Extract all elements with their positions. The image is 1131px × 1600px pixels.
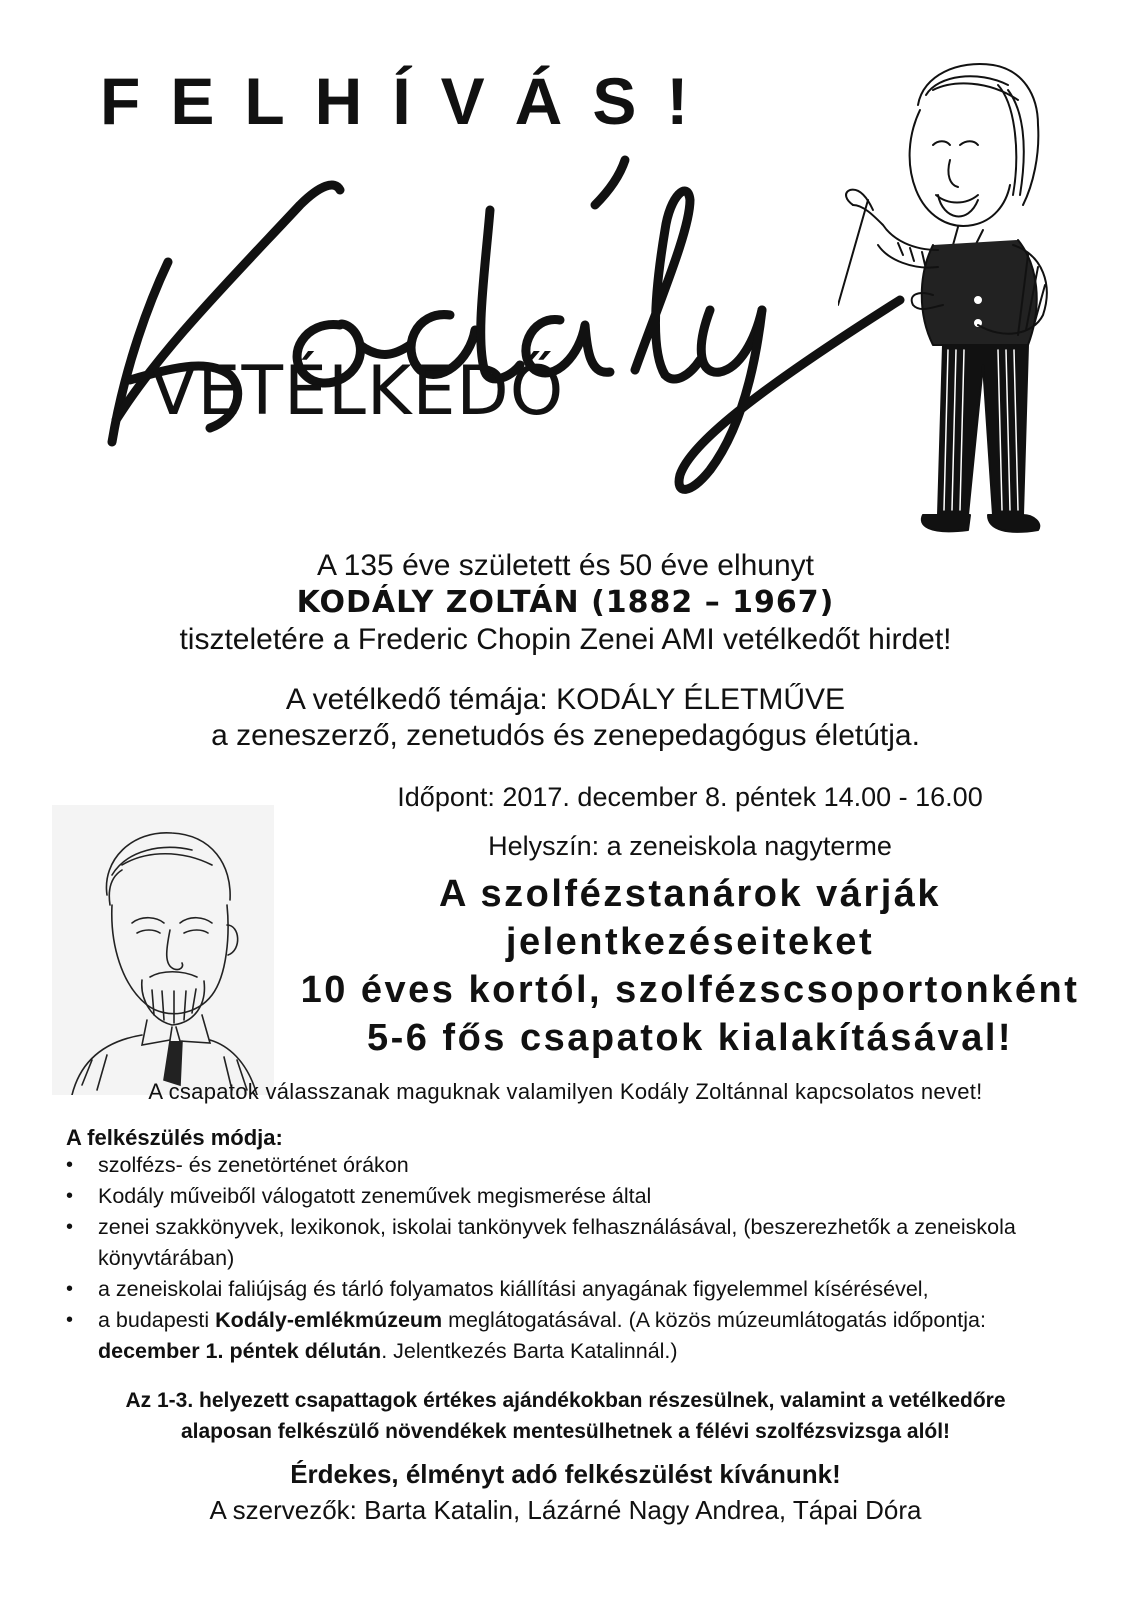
- prizes-note: [40, 1385, 1091, 1447]
- list-item-text: a budapesti: [98, 1308, 216, 1332]
- kodaly-signature-logo: [90, 150, 910, 510]
- museum-name: Kodály-emlékmúzeum: [215, 1308, 443, 1332]
- list-item-text: szolfézs- és zenetörténet órákon: [98, 1153, 409, 1177]
- callout-line-3: 10 éves kortól, szolfézscsoportonként: [300, 969, 1080, 1011]
- list-item-text: meglátogatásával. (A közös múzeumlátogatás időpontja:: [442, 1308, 986, 1332]
- topic-line-1: A vetélkedő témája: KODÁLY ÉLETMŰVE: [285, 683, 846, 716]
- intro-line-2-composer-name: KODÁLY ZOLTÁN (1882 – 1967): [296, 585, 835, 620]
- event-datetime: Időpont: 2017. december 8. péntek 14.00 - 16.00: [397, 782, 983, 812]
- intro-line-1: A 135 éve született és 50 éve elhunyt: [316, 549, 814, 582]
- portrait-sketch-illustration: [52, 805, 274, 1095]
- list-item: [66, 1274, 1076, 1305]
- contest-subtitle: VETÉLKEDŐ: [150, 352, 565, 431]
- page-title: FELHÍVÁS!: [100, 64, 719, 138]
- intro-line-3: tiszteletére a Frederic Chopin Zenei AMI vetélkedőt hirdet!: [179, 623, 952, 656]
- callout-line-1: A szolfézstanárok várják: [438, 873, 942, 915]
- list-item-text: zenei szakkönyvek, lexikonok, iskolai tankönyvek felhasználásával, (beszerezhetők a zeneiskola könyvtárában): [98, 1215, 1016, 1270]
- list-item-text: . Jelentkezés Barta Katalinnál.): [381, 1339, 678, 1363]
- preparation-list: [66, 1150, 1076, 1367]
- prizes-line-1: Az 1-3. helyezett csapattagok értékes ajándékokban részesülnek, valamint a vetélkedőre: [125, 1389, 1006, 1412]
- topic-line-2: a zeneszerző, zenetudós és zenepedagógus életútja.: [211, 719, 920, 752]
- list-item: [66, 1305, 1076, 1367]
- organizers: A szervezők: Barta Katalin, Lázárné Nagy Andrea, Tápai Dóra: [209, 1495, 922, 1525]
- museum-visit-date: december 1. péntek délután: [98, 1339, 382, 1363]
- list-item: [66, 1150, 1076, 1181]
- team-name-note: A csapatok válasszanak maguknak valamilyen Kodály Zoltánnal kapcsolatos nevet!: [148, 1079, 983, 1104]
- callout-line-2: jelentkezéseiteket: [505, 921, 875, 963]
- callout-line-4: 5-6 fős csapatok kialakításával!: [366, 1017, 1014, 1059]
- list-item-text: Kodály műveiből válogatott zeneművek megismerése által: [98, 1184, 652, 1208]
- preparation-heading: A felkészülés módja:: [66, 1125, 283, 1150]
- list-item: [66, 1212, 1076, 1274]
- conductor-caricature-illustration: [838, 45, 1088, 565]
- closing-wish: Érdekes, élményt adó felkészülést kívánunk!: [290, 1459, 841, 1489]
- prizes-line-2: alaposan felkészülő növendékek mentesülhetnek a félévi szolfézsvizsga alól!: [180, 1420, 951, 1443]
- list-item-text: a zeneiskolai faliújság és tárló folyamatos kiállítási anyagának figyelemmel kísérésével,: [98, 1277, 929, 1301]
- event-place: Helyszín: a zeneiskola nagyterme: [488, 831, 892, 861]
- list-item: [66, 1181, 1076, 1212]
